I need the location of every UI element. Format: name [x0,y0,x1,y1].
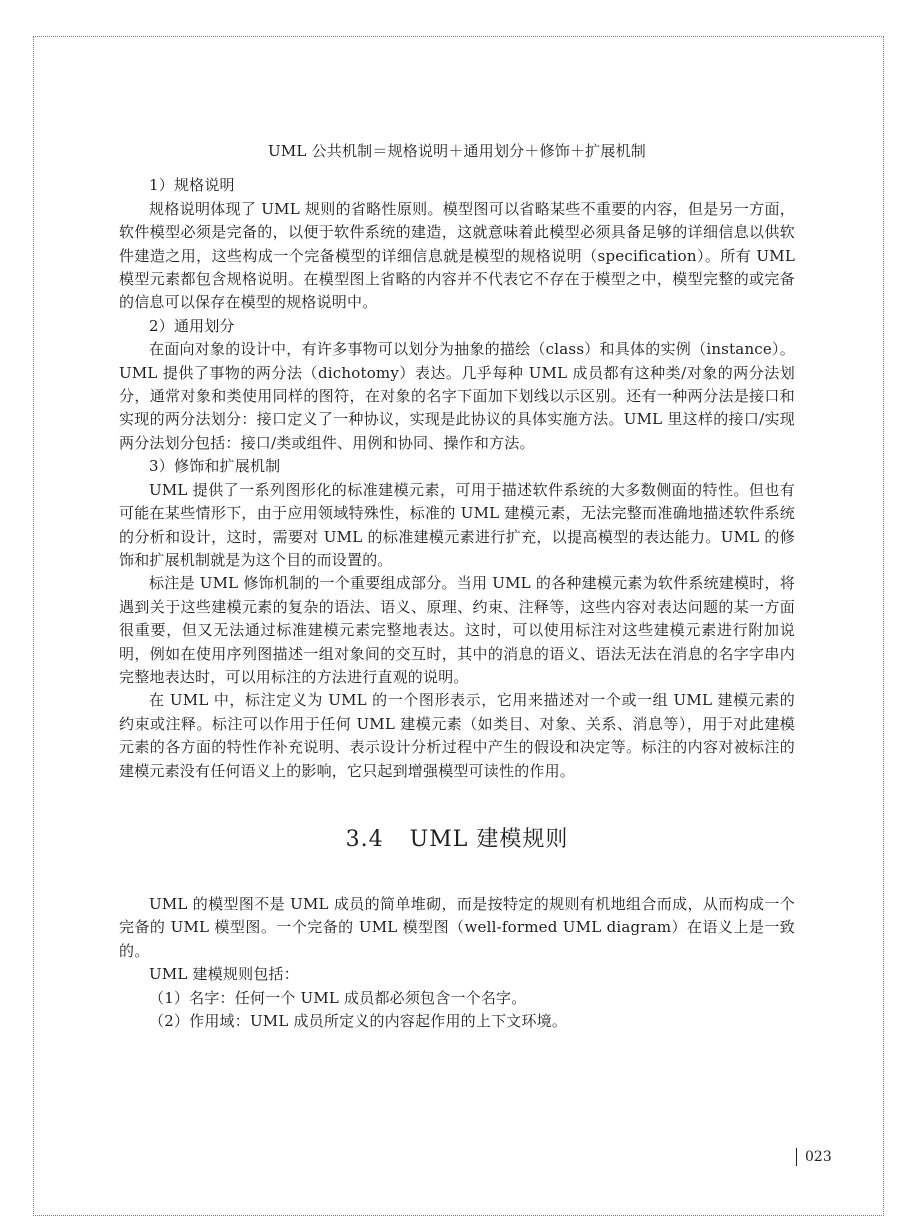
subheading-common-division: 2）通用划分 [149,316,235,335]
paragraph-specification: 规格说明体现了 UML 规则的省略性原则。模型图可以省略某些不重要的内容，但是另一方面，软件模型必须是完备的，以便于软件系统的建造，这就意味着此模型必须具备足够的详细信息以供软件建造之用，这些构成一个完备模型的详细信息就是模型的规格说明（specification）。所有 UML 模型元素都包含规格说明。在模型图上省略的内容并不代表它不存在于模型之中，模型完整的或完备的信息可以保存在模型的规格说明中。 [119,199,795,312]
mechanism-formula: UML 公共机制＝规格说明＋通用划分＋修饰＋扩展机制 [268,142,646,160]
document-body [119,140,795,1033]
subheading-specification: 1）规格说明 [149,176,235,195]
paragraph-notes: 标注是 UML 修饰机制的一个重要组成部分。当用 UML 的各种建模元素为软件系统建模时，将遇到关于这些建模元素的复杂的语法、语义、原理、约束、注释等，这些内容对表达问题的某一方面很重要，但又无法通过标准建模元素完整地表达。这时，可以使用标注对这些建模元素进行附加说明，例如在使用序列图描述一组对象间的交互时，其中的消息的语义、语法无法在消息的名字字串内完整地表达时，可以用标注的方法进行直观的说明。 [119,574,795,686]
subheading-adornments-extensions: 3）修饰和扩展机制 [149,457,281,476]
paragraph-modeling-rules-intro: UML 的模型图不是 UML 成员的简单堆砌，而是按特定的规则有机地组合而成，从而构成一个完备的 UML 模型图。一个完备的 UML 模型图（well-formed UML diagram）在语义上是一致的。 [119,894,795,960]
paragraph-rules-include: UML 建模规则包括： [149,965,299,984]
section-heading [119,825,795,855]
section-title: UML 建模规则 [409,826,569,852]
page-number: 023 [796,1148,832,1166]
paragraph-note-definition: 在 UML 中，标注定义为 UML 的一个图形表示，它用来描述对一个或一组 UML 建模元素的约束或注释。标注可以作用于任何 UML 建模元素（如类目、对象、关系、消息等），用于对此建模元素的各方面的特性作补充说明、表示设计分析过程中产生的假设和决定等。标注的内容对被标注的建模元素没有任何语义上的影响，它只起到增强模型可读性的作用。 [119,691,795,780]
rule-item-scope: （2）作用域：UML 成员所定义的内容起作用的上下文环境。 [149,1012,568,1030]
section-number: 3.4 [345,826,384,852]
paragraph-extensions: UML 提供了一系列图形化的标准建模元素，可用于描述软件系统的大多数侧面的特性。但也有可能在某些情形下，由于应用领域特殊性，标准的 UML 建模元素，无法完整而准确地描述软件系统的分析和设计，这时，需要对 UML 的标准建模元素进行扩充，以提高模型的表达能力。UML 的修饰和扩展机制就是为这个目的而设置的。 [119,480,795,569]
paragraph-common-division: 在面向对象的设计中，有许多事物可以划分为抽象的描绘（class）和具体的实例（instance）。UML 提供了事物的两分法（dichotomy）表达。几乎每种 UML 成员都有这种类/对象的两分法划分，通常对象和类使用同样的图符，在对象的名字下面加下划线以示区别。还有一种两分法是接口和实现的两分法划分：接口定义了一种协议，实现是此协议的具体实施方法。UML 里这样的接口/实现两分法划分包括：接口/类或组件、用例和协同、操作和方法。 [119,340,795,452]
rule-item-name: （1）名字：任何一个 UML 成员都必须包含一个名字。 [149,988,527,1007]
